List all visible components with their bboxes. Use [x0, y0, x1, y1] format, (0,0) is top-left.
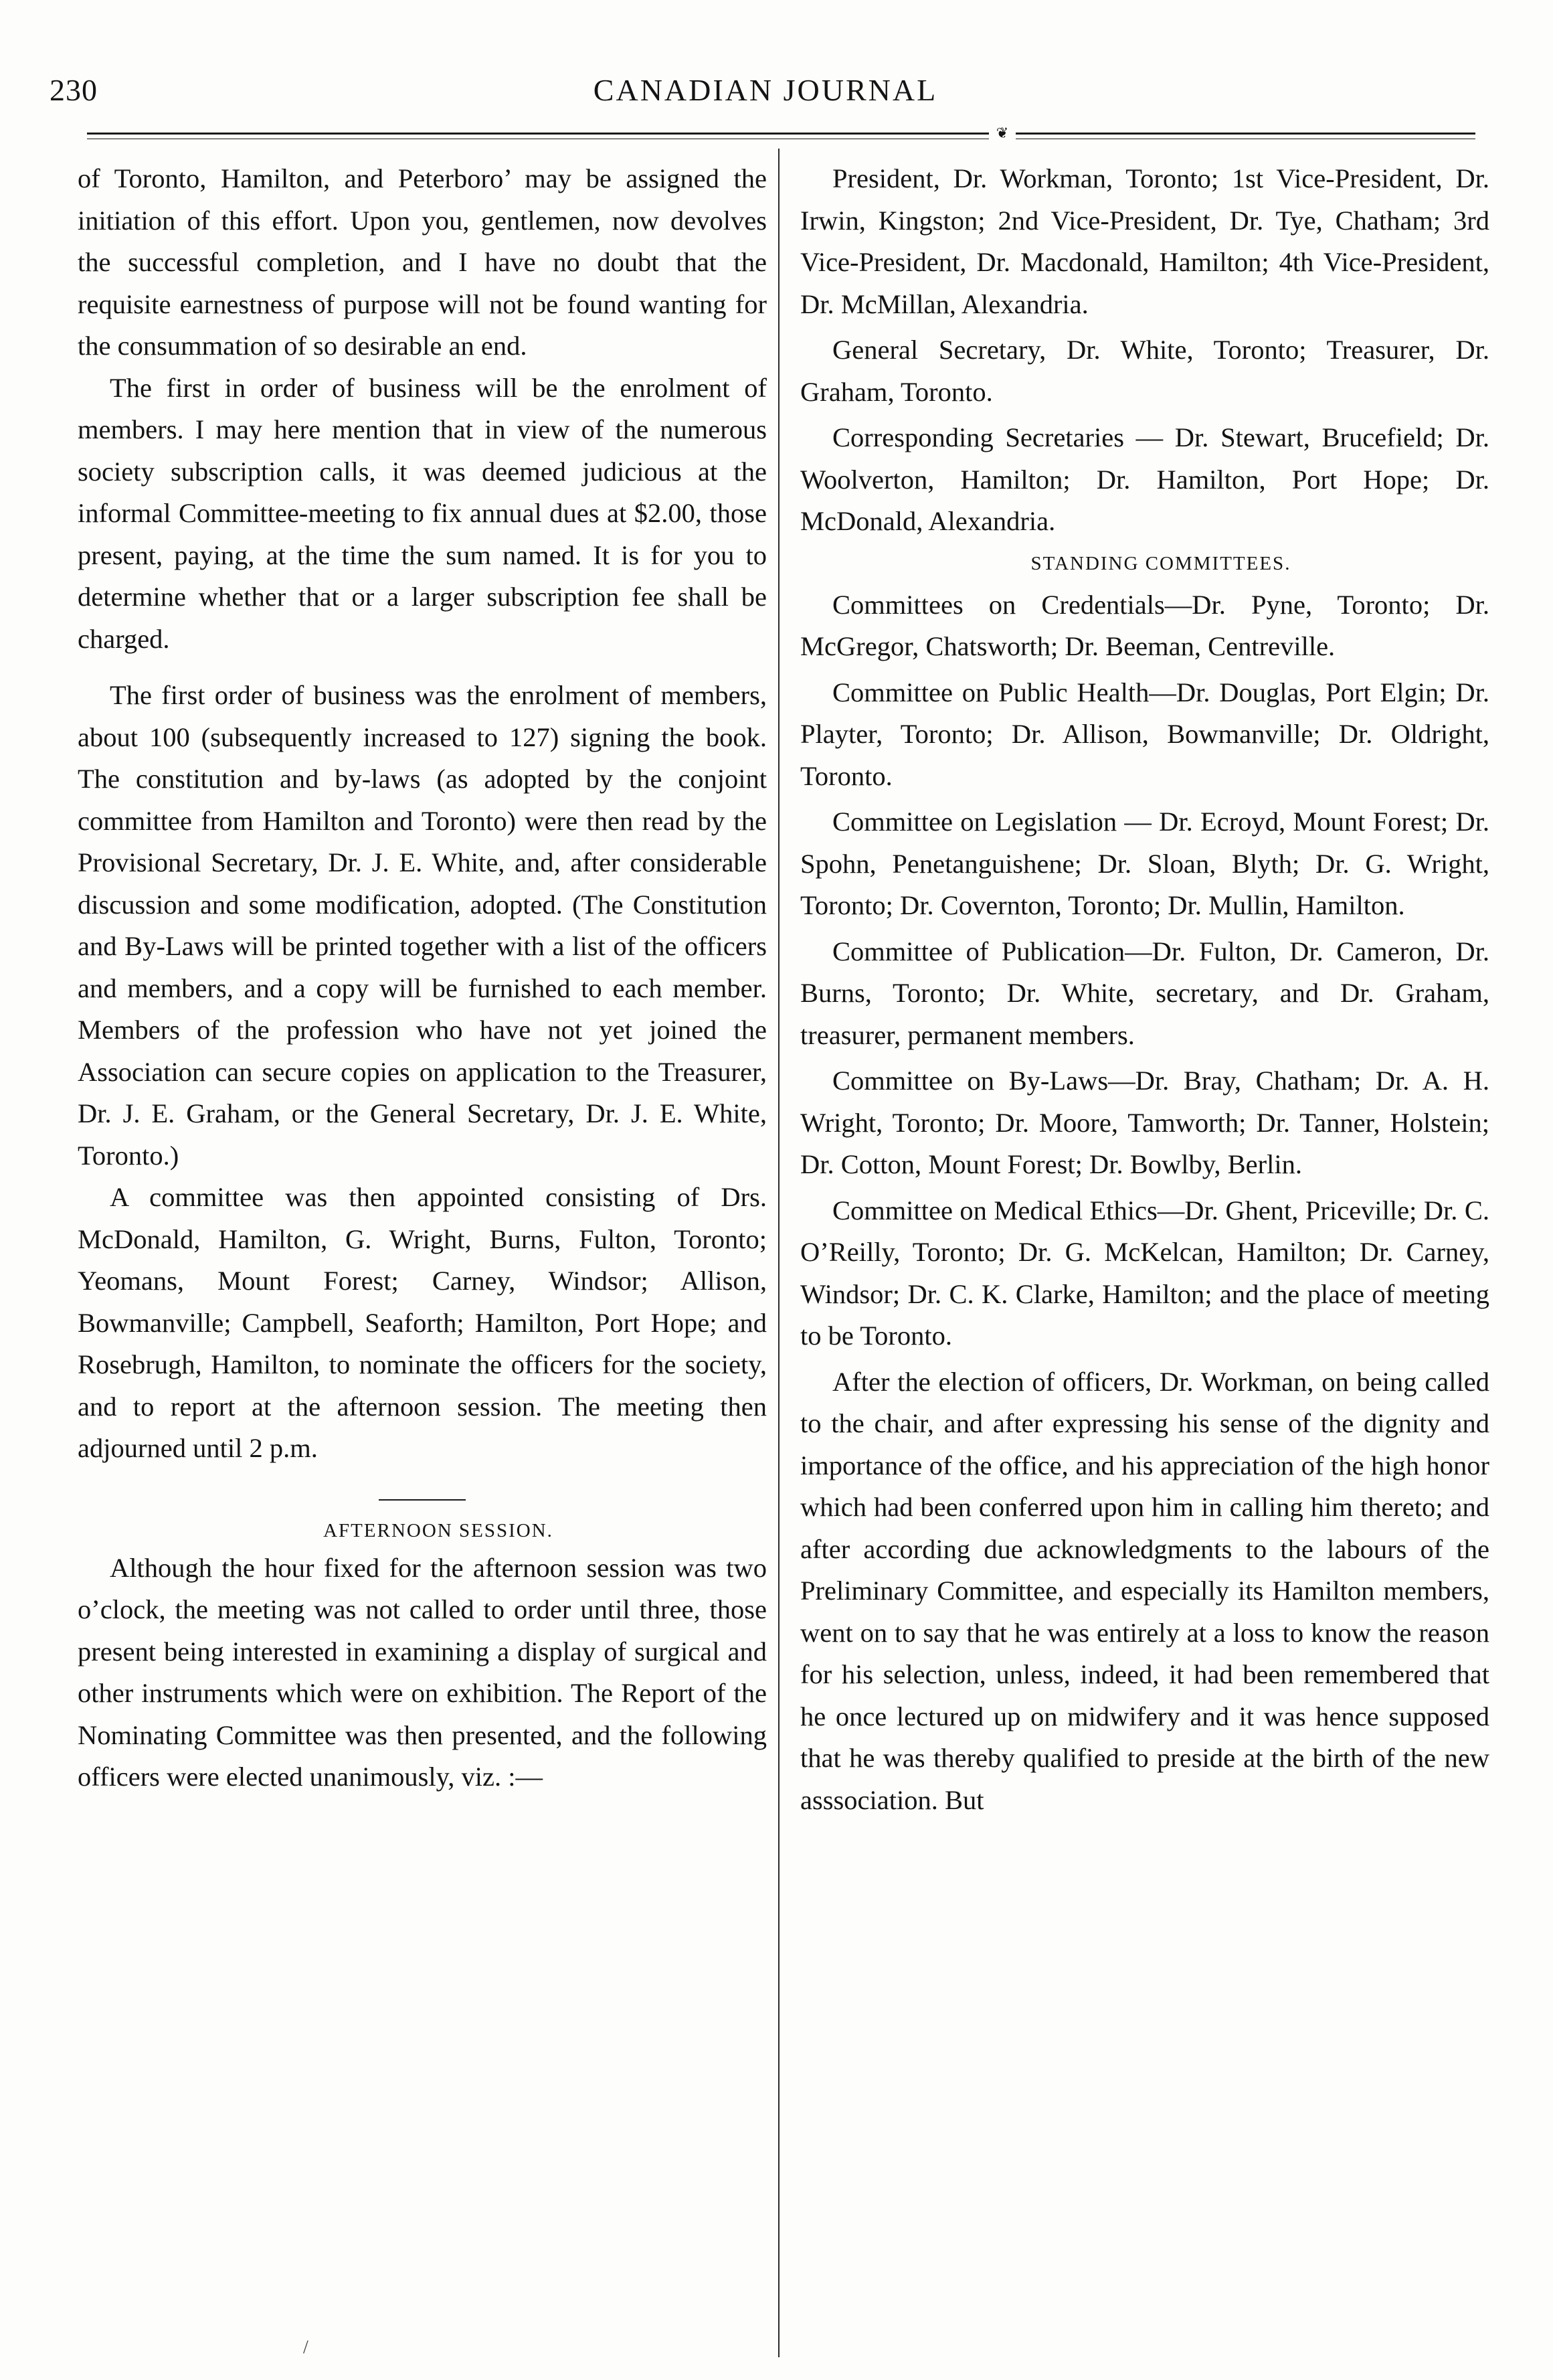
officer-paragraph: Corresponding Secretaries — Dr. Stewart, Brucefield; Dr. Woolverton, Hamilton; Dr. Hamilton, Port Hope; Dr. McDonald, Alexandria. [800, 422, 1489, 536]
section-heading-standing-committees: STANDING COMMITTEES. [1030, 552, 1291, 574]
officer-paragraph: President, Dr. Workman, Toronto; 1st Vice-President, Dr. Irwin, Kingston; 2nd Vice-President, Dr. Tye, Chatham; 3rd Vice-President, Dr. Macdonald, Hamilton; 4th Vice-President, Dr. McMillan, Alexandria. [800, 163, 1489, 319]
committee-paragraph: Committees on Credentials—Dr. Pyne, Toronto; Dr. McGregor, Chatsworth; Dr. Beeman, Centreville. [800, 589, 1489, 661]
left-column [78, 158, 767, 1798]
committee-paragraph: Committee of Publication—Dr. Fulton, Dr. Cameron, Dr. Burns, Toronto; Dr. White, secretary, and Dr. Graham, treasurer, permanent members. [800, 936, 1489, 1050]
page-header [50, 72, 1481, 126]
committee-paragraph: Committee on By-Laws—Dr. Bray, Chatham; Dr. A. H. Wright, Toronto; Dr. Moore, Tamworth; Dr. Tanner, Holstein; Dr. Cotton, Mount Forest; Dr. Bowlby, Berlin. [800, 1066, 1489, 1179]
paragraph: After the election of officers, Dr. Workman, on being called to the chair, and after expressing his sense of the dignity and importance of the office, and his appreciation of the high honor which had been conferred upon him in calling him thereto; and after according due acknowledgments to the labours of the Preliminary Committee, and especially its Hamilton members, went on to say that he was entirely at a loss to know the reason for his selection, unless, indeed, it had been remembered that he once lectured up on midwifery and it was hence supposed that he was thereby qualified to preside at the birth of the new asssociation. But [800, 1366, 1489, 1815]
page-number: 230 [50, 73, 98, 107]
right-column [800, 158, 1489, 1825]
column-divider [778, 149, 780, 2357]
committee-paragraph: Committee on Medical Ethics—Dr. Ghent, Priceville; Dr. C. O’Reilly, Toronto; Dr. G. McKelcan, Hamilton; Dr. Carney, Windsor; Dr. C. K. Clarke, Hamilton; and the place of meeting to be Toronto. [800, 1195, 1489, 1351]
paragraph: The first in order of business will be the enrolment of members. I may here mention that in view of the numerous society subscription calls, it was deemed judicious at the informal Committee-meeting to fix annual dues at $2.00, those present, paying, at the time the sum named. It is for you to determine whether that or a larger subscription fee shall be charged. [78, 372, 767, 654]
paragraph: A committee was then appointed consisting of Drs. McDonald, Hamilton, G. Wright, Burns, Fulton, Toronto; Yeomans, Mount Forest; Carney, Windsor; Allison, Bowmanville; Campbell, Seaforth; Hamilton, Port Hope; and Rosebrugh, Hamilton, to nominate the officers for the society, and to report at the afternoon session. The meeting then adjourned until 2 p.m. [78, 1182, 767, 1463]
committee-paragraph: Committee on Public Health—Dr. Douglas, Port Elgin; Dr. Playter, Toronto; Dr. Allison, Bowmanville; Dr. Oldright, Toronto. [800, 677, 1489, 791]
paragraph: Although the hour fixed for the afternoon session was two o’clock, the meeting was not called to order until three, those present being interested in examining a display of surgical and other instruments which were on exhibition. The Report of the Nominating Committee was then presented, and the following officers were elected unanimously, viz. :— [78, 1552, 767, 1792]
section-divider [379, 1499, 466, 1501]
running-title: CANADIAN JOURNAL [593, 73, 938, 107]
ornament-icon: ❦ [989, 127, 1016, 139]
officer-paragraph: General Secretary, Dr. White, Toronto; Treasurer, Dr. Graham, Toronto. [800, 335, 1489, 407]
paragraph: of Toronto, Hamilton, and Peterboro’ may be assigned the initiation of this effort. Upon you, gentlemen, now devolves the successful completion, and I have no doubt that the requisite earnestness of purpose will not be found wanting for the consummation of so desirable an end. [78, 163, 767, 361]
section-heading-afternoon: AFTERNOON SESSION. [323, 1519, 553, 1541]
print-mark: / [303, 2337, 308, 2358]
committee-paragraph: Committee on Legislation — Dr. Ecroyd, Mount Forest; Dr. Spohn, Penetanguishene; Dr. Sloan, Blyth; Dr. G. Wright, Toronto; Dr. Covernton, Toronto; Dr. Mullin, Hamilton. [800, 806, 1489, 920]
header-rule [87, 133, 1475, 135]
paragraph: The first order of business was the enrolment of members, about 100 (subsequently increased to 127) signing the book. The constitution and by-laws (as adopted by the conjoint committee from Hamilton and Toronto) were then read by the Provisional Secretary, Dr. J. E. White, and, after considerable discussion and some modification, adopted. (The Constitution and By-Laws will be printed together with a list of the officers and members, and a copy will be furnished to each member. Members of the profession who have not yet joined the Association can secure copies on application to the Treasurer, Dr. J. E. Graham, or the General Secretary, Dr. J. E. White, Toronto.) [78, 680, 767, 1171]
